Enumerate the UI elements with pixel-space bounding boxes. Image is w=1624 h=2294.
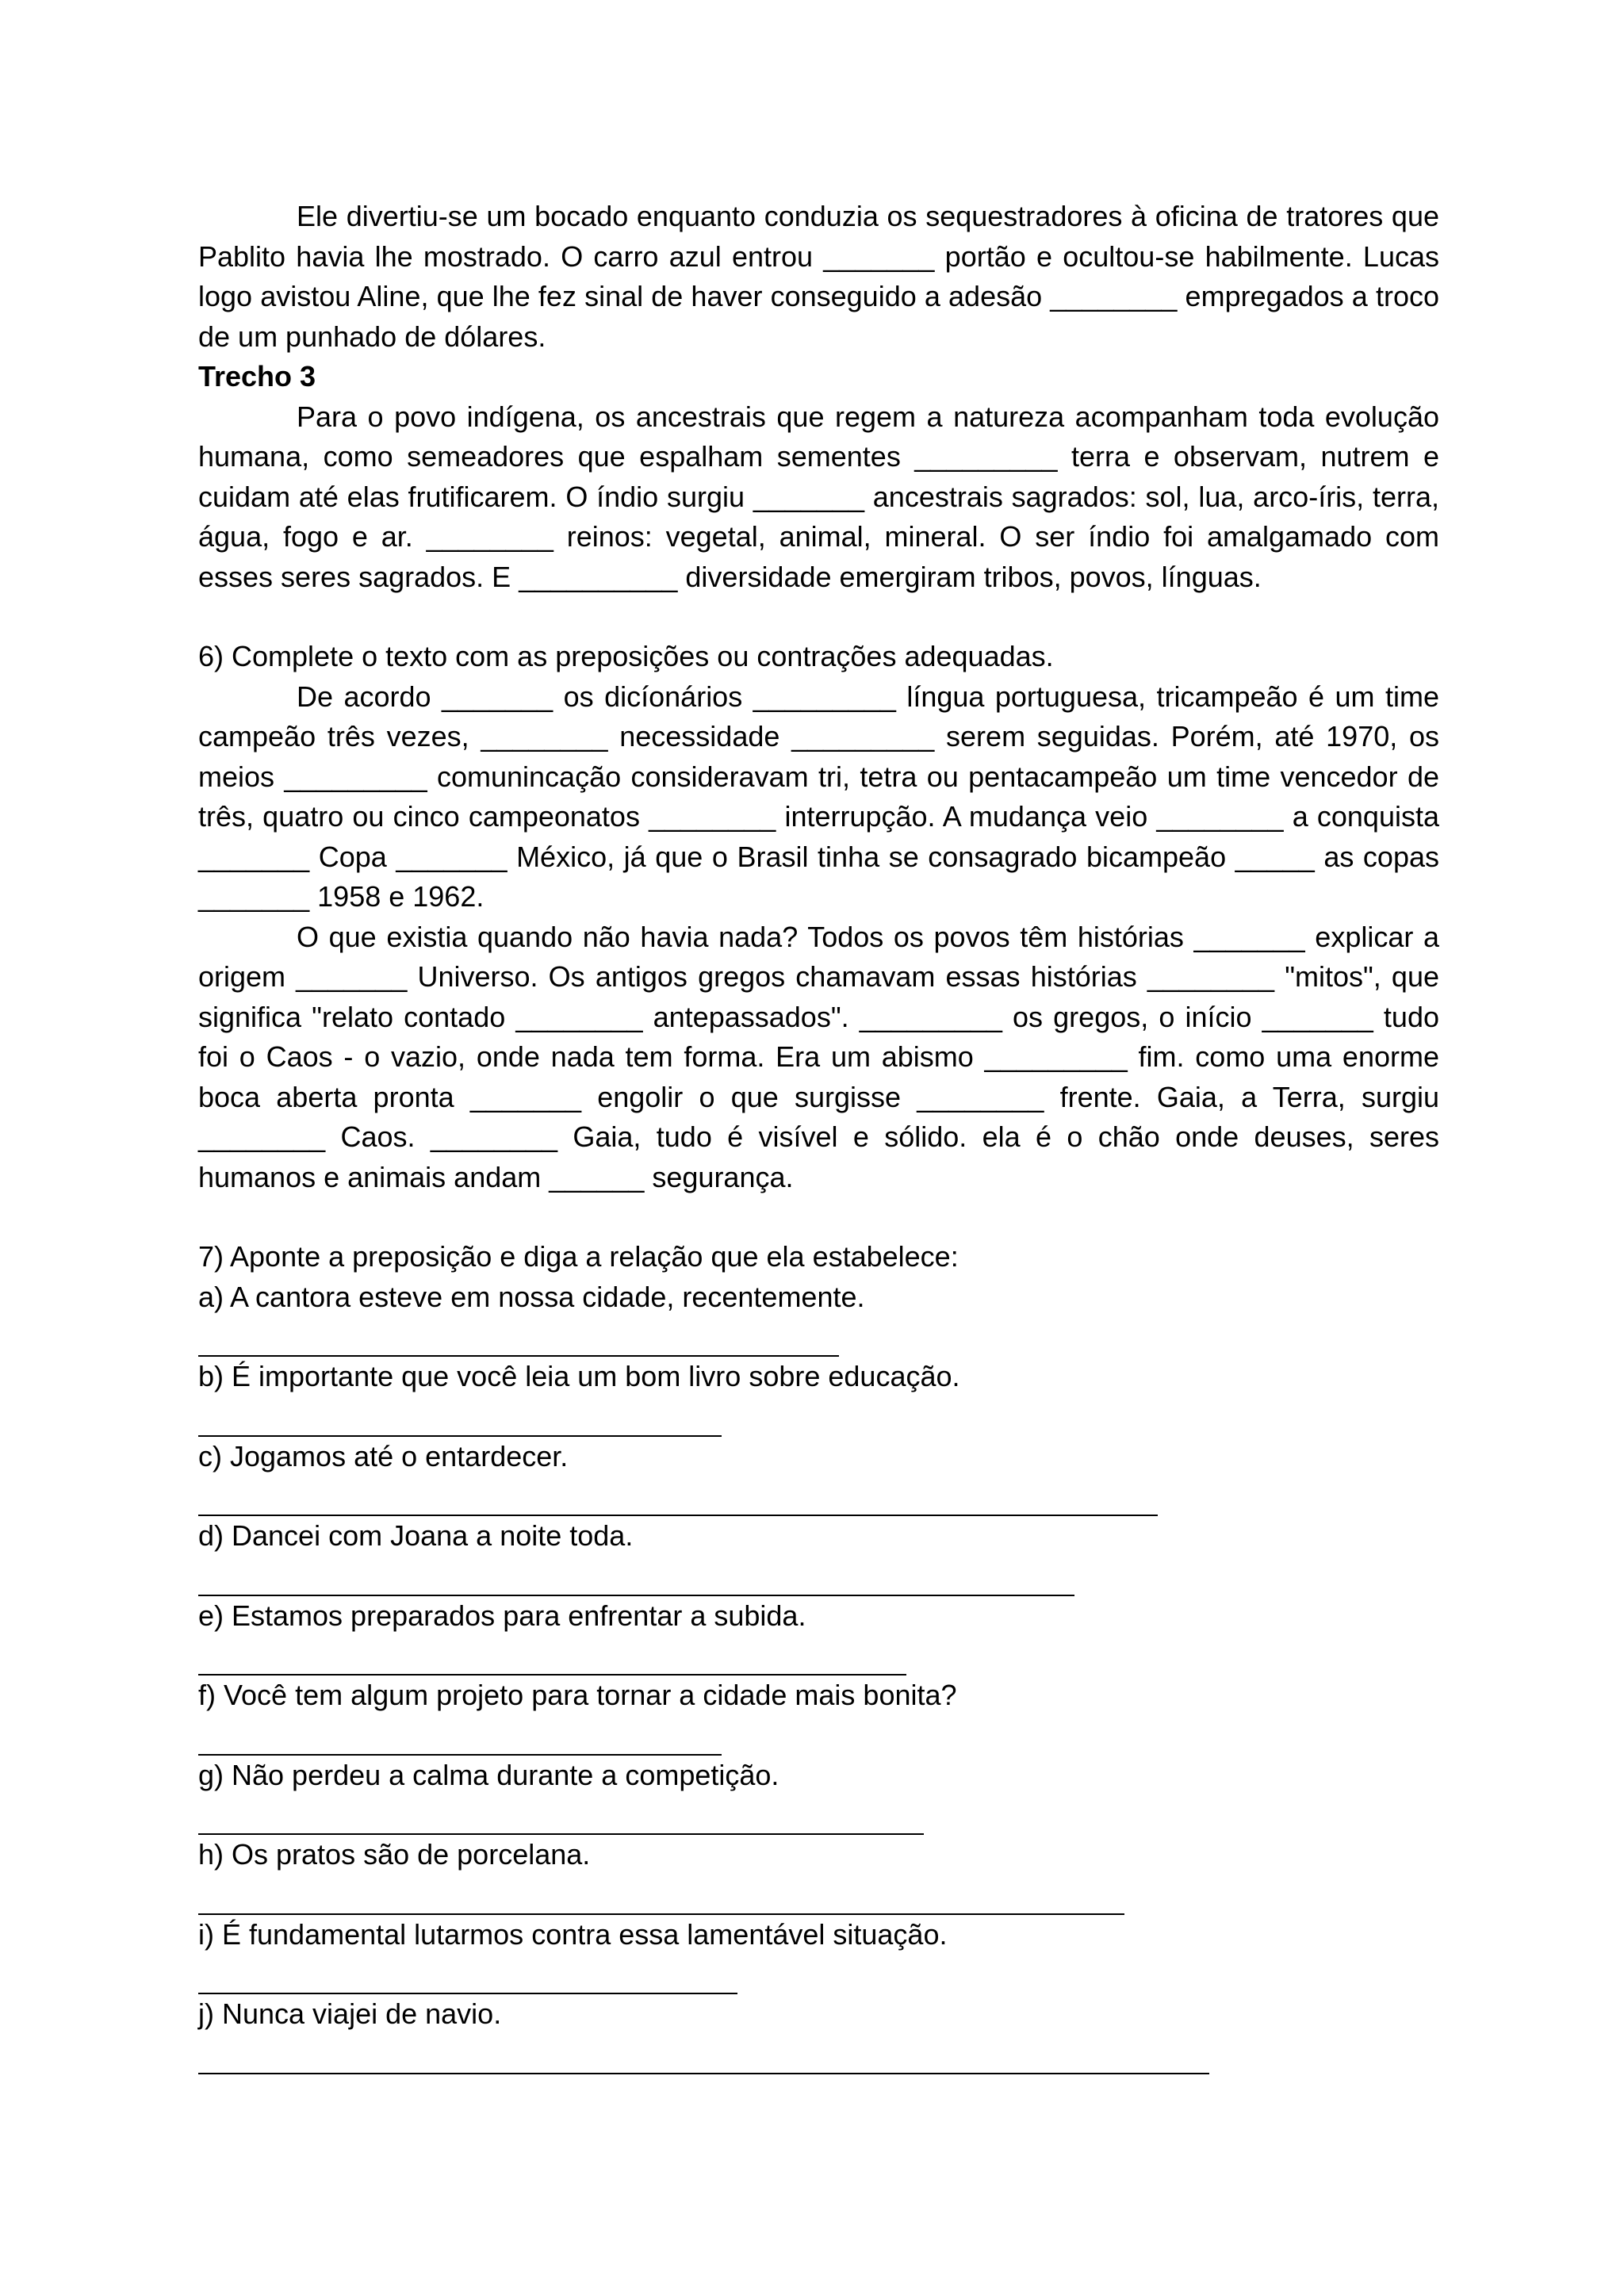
trecho3-paragraph: Para o povo indígena, os ancestrais que regem a natureza acompanham toda evolução humana, como semeadores que espalham sementes _________ terra e observam, nutrem e cuidam até elas frutificarem. O índio surgiu _______ ancestrais sagrados: sol, lua, arco-íris, terra, água, fogo e ar. ________ reinos: vegetal, animal, mineral. O ser índio foi amalgamado com esses seres sagrados. E __________ diversidade emergiram tribos, povos, línguas. — [198, 400, 1448, 593]
question7-item-g: g) Não perdeu a calma durante a competição. — [198, 1758, 779, 1791]
question7-item-e: e) Estamos preparados para enfrentar a subida. — [198, 1599, 806, 1632]
question7-item-c: c) Jogamos até o entardecer. — [198, 1439, 569, 1473]
question6-paragraph-1: De acordo _______ os dicíonários _________ língua portuguesa, tricampeão é um time campeão três vezes, ________ necessidade _________ serem seguidas. Porém, até 1970, os meios _________ comunincação consideravam tri, tetra ou pentacampeão um time vencedor de três, quatro ou cinco campeonatos ________ interrupção. A mudança veio ________ a conquista _______ Copa _______ México, já que o Brasil tinha se consagrado bicampeão _____ as copas _______ 1958 e 1962. — [198, 680, 1448, 913]
question7-item-a: a) A cantora esteve em nossa cidade, recentemente. — [198, 1280, 865, 1313]
document-page — [198, 197, 1448, 2074]
question7-prompt: 7) Aponte a preposição e diga a relação que ela estabelece: — [198, 1240, 959, 1273]
trecho3-heading: Trecho 3 — [198, 360, 316, 393]
question6-prompt: 6) Complete o texto com as preposições ou contrações adequadas. — [198, 640, 1054, 672]
trecho2-paragraph: Ele divertiu-se um bocado enquanto conduzia os sequestradores à oficina de tratores que Pablito havia lhe mostrado. O carro azul entrou _______ portão e ocultou-se habilmente. Lucas logo avistou Aline, que lhe fez sinal de haver conseguido a adesão ________ empregados a troco de um punhado de dólares. — [198, 200, 1448, 353]
question7-item-i: i) É fundamental lutarmos contra essa lamentável situação. — [198, 1917, 948, 1951]
question7-item-f: f) Você tem algum projeto para tornar a cidade mais bonita? — [198, 1679, 957, 1711]
question7-item-j: j) Nunca viajei de navio. — [198, 1997, 502, 2030]
question6-paragraph-2: O que existia quando não havia nada? Todos os povos têm histórias _______ explicar a origem _______ Universo. Os antigos gregos chamavam essas histórias ________ "mitos", que significa "relato contado ________ antepassados". _________ os gregos, o início _______ tudo foi o Caos - o vazio, onde nada tem forma. Era um abismo _________ fim. como uma enorme boca aberta pronta _______ engolir o que surgisse ________ frente. Gaia, a Terra, surgiu ________ Caos. ________ Gaia, tudo é visível e sólido. ela é o chão onde deuses, seres humanos e animais andam ______ segurança. — [198, 920, 1448, 1193]
question7-item-h: h) Os pratos são de porcelana. — [198, 1838, 591, 1871]
question7-item-d: d) Dancei com Joana a noite toda. — [198, 1519, 634, 1552]
answer-line-j[interactable] — [198, 2073, 1209, 2074]
question7-item-b: b) É importante que você leia um bom livro sobre educação. — [198, 1360, 960, 1392]
